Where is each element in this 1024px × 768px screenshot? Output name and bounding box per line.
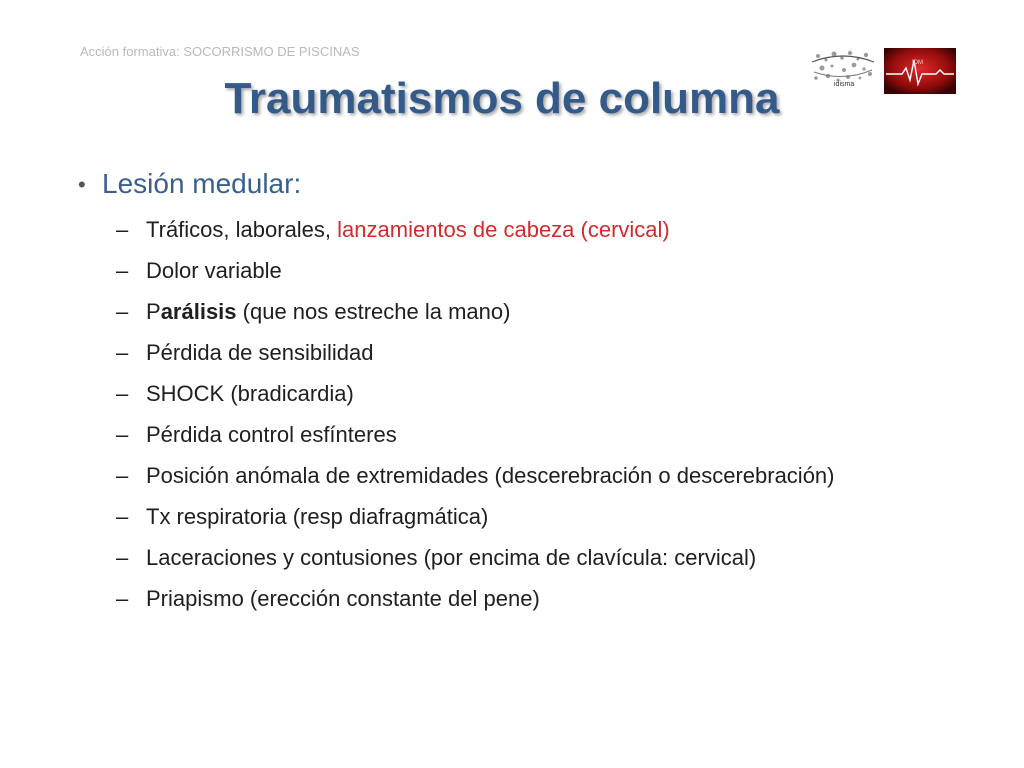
idm-badge-text: IDM: [912, 60, 923, 66]
dash-icon: –: [116, 299, 129, 324]
dash-icon: –: [116, 422, 129, 447]
dash-icon: –: [116, 545, 129, 570]
course-label: Acción formativa: SOCORRISMO DE PISCINAS: [80, 44, 360, 59]
dash-icon: –: [116, 381, 129, 406]
dash-icon: –: [116, 258, 129, 283]
list-item-lead: Tráficos, laborales,: [146, 217, 338, 242]
list-item-text: SHOCK (bradicardia): [146, 381, 354, 406]
list-item-text: Tx respiratoria (resp diafragmática): [146, 504, 489, 529]
list-item-bold: arálisis: [160, 299, 237, 324]
list-item-plain-start: P: [146, 299, 161, 324]
dash-icon: –: [116, 463, 129, 488]
dash-icon: –: [116, 586, 129, 611]
list-item-text: [146, 294, 510, 330]
main-bullet-label: Lesión medular:: [102, 168, 302, 199]
list-item-text: Priapismo (erección constante del pene): [146, 586, 540, 611]
list-item-text: [146, 212, 670, 248]
dash-icon: –: [116, 504, 129, 529]
list-item-text: Posición anómala de extremidades (descerebración o descerebración): [146, 463, 835, 488]
slide-title: Traumatismos de columna: [224, 74, 780, 123]
list-item-text: Laceraciones y contusiones (por encima de clavícula: cervical): [146, 545, 757, 570]
dash-icon: –: [116, 340, 129, 365]
list-item-text: Pérdida control esfínteres: [146, 422, 397, 447]
list-item-text: Dolor variable: [146, 258, 282, 283]
list-item-highlight: lanzamientos de cabeza (cervical): [337, 217, 670, 242]
bullet-dot-icon: •: [78, 172, 86, 197]
list-item-rest: (que nos estreche la mano): [236, 299, 511, 324]
list-item-text: Pérdida de sensibilidad: [146, 340, 374, 365]
dash-icon: –: [116, 217, 129, 242]
idisma-logo-caption: idisma: [834, 81, 855, 88]
